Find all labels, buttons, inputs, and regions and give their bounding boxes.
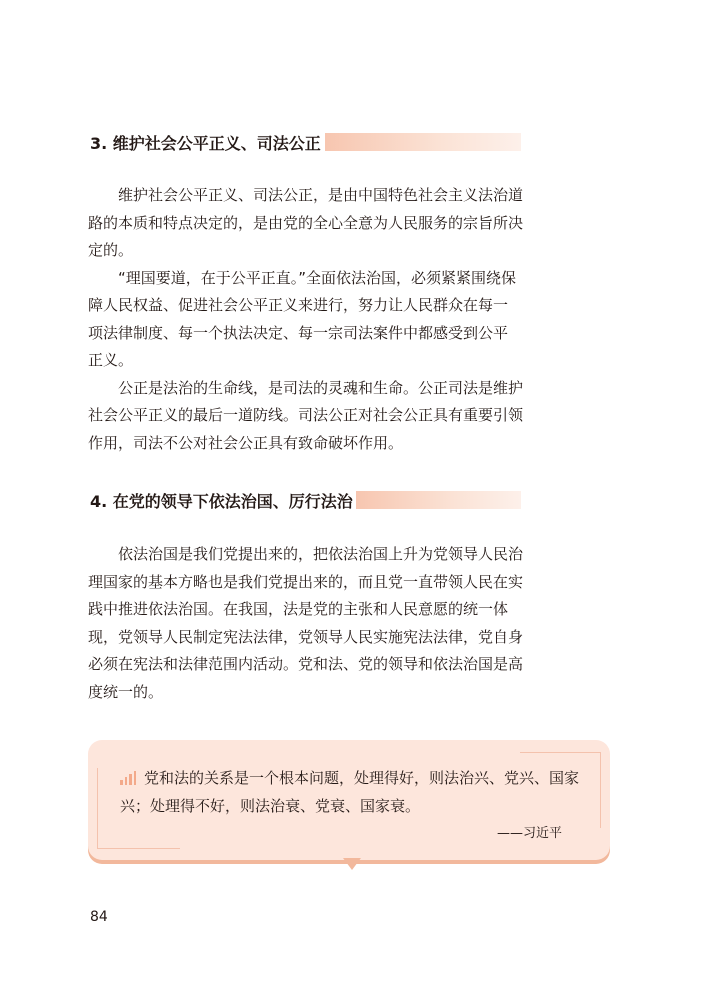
section-4-body [88,541,528,706]
text-line: 理国家的基本方略也是我们党提出来的，而且党一直带领人民在实 [88,572,524,591]
text-line: 定的。 [88,241,134,259]
heading-bar [356,491,521,509]
text-line: 现，党领导人民制定宪法法律，党领导人民实施宪法法律，党自身 [88,627,524,646]
text-line: 作用，司法不公对社会公正具有致命破坏作用。 [88,433,404,452]
section-3-body [88,182,528,457]
text-line: 维护社会公平正义、司法公正，是由中国特色社会主义法治道 [88,186,524,204]
text-line: 践中推进依法治国。在我国，法是党的主张和人民意愿的统一体 [88,600,509,618]
section-4-heading: 4. 在党的领导下依法治国、厉行法治 [90,491,353,511]
text-line: 障人民权益、促进社会公平正义来进行，努力让人民群众在每一 [88,296,509,314]
text-line: 正义。 [88,351,134,369]
text-line: 依法治国是我们党提出来的，把依法治国上升为党领导人民治 [88,545,524,563]
quote-line: 党和法的关系是一个根本问题，处理得好，则法治兴、党兴、国家 [144,769,580,787]
text-line: 项法律制度、每一个执法决定、每一宗司法案件中都感受到公平 [88,323,509,342]
quote-box [88,740,610,860]
text-line: 路的本质和特点决定的，是由党的全心全意为人民服务的宗旨所决 [88,213,524,232]
text-line: 社会公平正义的最后一道防线。司法公正对社会公正具有重要引领 [88,406,524,424]
signal-bars-icon [120,771,136,785]
page-number: 84 [90,909,108,925]
speech-tail [343,858,361,870]
section-3-heading: 3. 维护社会公平正义、司法公正 [90,133,321,153]
heading-bar [325,133,521,151]
quote-author: ——习近平 [496,826,562,841]
text-line: 公正是法治的生命线，是司法的灵魂和生命。公正司法是维护 [88,378,524,397]
text-line: “理国要道，在于公平正直。”全面依法治国，必须紧紧围绕保 [88,268,517,287]
text-line: 必须在宪法和法律范围内活动。党和法、党的领导和依法治国是高 [88,655,524,673]
text-line: 度统一的。 [88,682,164,701]
quote-line: 兴；处理得不好，则法治衰、党衰、国家衰。 [120,796,421,815]
